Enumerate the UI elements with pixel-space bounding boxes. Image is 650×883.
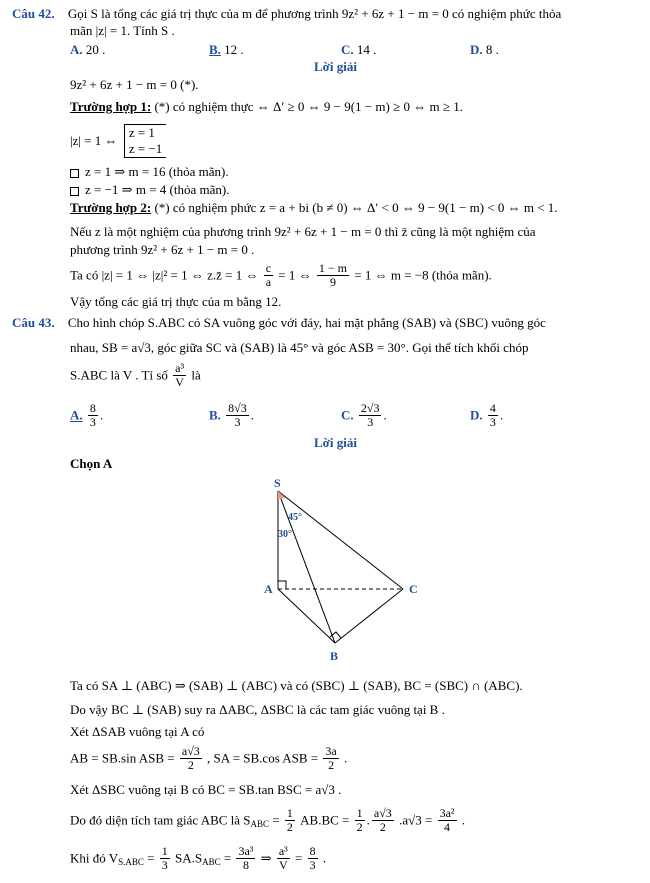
- q43-choice: Chọn A: [70, 456, 113, 471]
- q42-case2-line3: phương trình 9z² + 6z + 1 − m = 0 .: [70, 242, 255, 257]
- q42-abs-lhs: |z| = 1 ⇔: [70, 133, 118, 148]
- fraction: $\frac{\text{3a³}}{8}$: [238, 844, 254, 872]
- fraction: $\frac{1}{2}$: [286, 806, 293, 834]
- fraction: $\frac{8√3}{3}$: [228, 401, 247, 429]
- fraction: $\frac{a√3}{2}$: [373, 806, 392, 834]
- checkbox-square-icon: [70, 187, 79, 196]
- q43-solution-heading: Lời giải: [314, 435, 357, 450]
- q42-option-c[interactable]: C. 14 .: [341, 42, 377, 57]
- fraction: $\frac{1}{2}$: [356, 806, 363, 834]
- fraction: $\frac{\text{3a²}}{4}$: [439, 806, 455, 834]
- q42-option-b[interactable]: B. 12 .: [209, 42, 244, 57]
- label-b: B: [330, 649, 339, 663]
- q42-conclusion: Vậy tổng các giá trị thực của m bằng 12.: [70, 294, 282, 309]
- q42-stem1: Gọi S là tổng các giá trị thực của m để phương trình 9z² + 6z + 1 − m = 0 có nghiệm phức thỏa: [67, 6, 562, 21]
- q42-case1-text: (*) có nghiệm thực ⇔ Δ′ ≥ 0 ⇔ 9 − 9(1 − m) ≥ 0 ⇔ m ≥ 1.: [154, 99, 463, 114]
- label-a: A: [264, 582, 273, 596]
- fraction: $\frac{\text{a³}}{V}$: [278, 844, 288, 872]
- q42-stem-line1: [12, 6, 561, 22]
- q42-bullet2: z = −1 ⇒ m = 4 (thỏa mãn).: [70, 182, 229, 198]
- q42-case1: [70, 99, 463, 115]
- q43-s6: Do đó diện tích tam giác ABC là $S_{ABC}$ = $\frac{1}{2}$ AB.BC = $\frac{1}{2}$ . $\frac{a√3}{2}$ .a√3 = $\frac{\text{3a²}}{4}$ .: [70, 806, 465, 834]
- q43-s4: AB = SB.sin ASB = $\frac{a√3}{2}$ , SA = SB.cos ASB = $\frac{3a}{2}$ .: [70, 744, 348, 772]
- q43-s5: Xét ΔSBC vuông tại B có BC = SB.tan BSC = a√3 .: [70, 782, 342, 797]
- q43-stem1: Cho hình chóp S.ABC có SA vuông góc với đáy, hai mặt phẳng (SAB) và (SBC) vuông góc: [67, 315, 546, 330]
- q42-case2-line2: Nếu z là một nghiệm của phương trình 9z² + 6z + 1 − m = 0 thì z̄ cũng là một nghiệm của: [70, 224, 536, 239]
- fraction: $\frac{2√3}{3}$: [360, 401, 380, 429]
- edge-ab: [278, 589, 335, 643]
- right-angle-a: [278, 581, 286, 589]
- q43-option-c[interactable]: C. $\frac{2√3}{3}$ .: [341, 401, 387, 429]
- pyramid-figure: [250, 475, 440, 670]
- q42-label: Câu 42.: [12, 6, 55, 21]
- label-s: S: [274, 476, 281, 490]
- checkbox-square-icon: [70, 169, 79, 178]
- label-angle-30: 30°: [278, 529, 292, 540]
- q42-solution-heading: Lời giải: [314, 59, 357, 74]
- q42-bullet1: z = 1 ⇒ m = 16 (thỏa mãn).: [70, 164, 229, 180]
- q42-case2: [70, 200, 558, 216]
- fraction: $\frac{3a}{2}$: [325, 744, 337, 772]
- q43-stem2: nhau, SB = a√3, góc giữa SC và (SAB) là 45° và góc ASB = 30°. Gọi thể tích khối chóp: [70, 340, 529, 355]
- q43-option-b[interactable]: B. $\frac{8√3}{3}$ .: [209, 401, 255, 429]
- q42-abs-brace: [124, 124, 166, 158]
- q42-option-d[interactable]: D. 8 .: [470, 42, 499, 57]
- q43-option-a[interactable]: A. $\frac{8}{3}$ .: [70, 401, 104, 429]
- fraction: $\frac{4}{3}$: [489, 401, 496, 429]
- label-c: C: [409, 582, 418, 596]
- q42-abs-case-a: z = 1: [128, 125, 155, 140]
- q43-s7: Khi đó $V_{S.ABC}$ = $\frac{1}{3}$ $SA.S_{ABC}$ = $\frac{\text{3a³}}{8}$ ⇒ $\frac{\text{a³}}{V}$ = $\frac{8}{3}$ .: [70, 844, 327, 872]
- q42-case2-line4: Ta có |z| = 1 ⇔ |z|² = 1 ⇔ z.z̄ = 1 ⇔ $\frac{c}{a}$ = 1 ⇔ $\frac{1 - m}{9}$ = 1 ⇔ m = −8 (thỏa mãn).: [70, 261, 492, 289]
- q42-case2-label: Trường hợp 2:: [70, 200, 152, 215]
- fraction: $\frac{1 - m}{9}$: [318, 261, 347, 289]
- q42-abs-case-b: z = −1: [128, 141, 163, 156]
- q43-s1: Ta có SA ⊥ (ABC) ⇒ (SAB) ⊥ (ABC) và có (SBC) ⊥ (SAB), BC = (SBC) ∩ (ABC).: [70, 678, 523, 693]
- fraction: $\frac{c}{a}$: [265, 261, 272, 289]
- q42-abs-system: [70, 124, 166, 158]
- fraction: $\frac{a√3}{2}$: [181, 744, 200, 772]
- q43-s2: Do vậy BC ⊥ (SAB) suy ra ΔABC, ΔSBC là các tam giác vuông tại B .: [70, 702, 445, 717]
- q43-label: Câu 43.: [12, 315, 55, 330]
- label-angle-45: 45°: [288, 512, 302, 523]
- fraction: $\frac{1}{3}$: [161, 844, 168, 872]
- q42-eq-main: 9z² + 6z + 1 − m = 0 (*).: [70, 77, 199, 92]
- q43-stem3: S.ABC là V . Tỉ số $\frac{\text{a³}}{V}$ là: [70, 361, 201, 389]
- q42-case1-label: Trường hợp 1:: [70, 99, 152, 114]
- q43-option-d[interactable]: D. $\frac{4}{3}$ .: [470, 401, 504, 429]
- fraction: $\frac{\text{a³}}{V}$: [175, 361, 185, 389]
- q43-stem-line1: [12, 315, 546, 331]
- fraction: $\frac{8}{3}$: [309, 844, 316, 872]
- q42-stem2: mãn |z| = 1. Tính S .: [70, 23, 175, 38]
- q43-s3: Xét ΔSAB vuông tại A có: [70, 724, 205, 739]
- q42-case2-text: (*) có nghiệm phức z = a + bi (b ≠ 0) ⇔ Δ′ < 0 ⇔ 9 − 9(1 − m) < 0 ⇔ m < 1.: [154, 200, 558, 215]
- fraction: $\frac{8}{3}$: [89, 401, 96, 429]
- angle-arc-s: [278, 491, 286, 499]
- edge-bc: [335, 589, 403, 643]
- q42-option-a[interactable]: A. 20 .: [70, 42, 106, 57]
